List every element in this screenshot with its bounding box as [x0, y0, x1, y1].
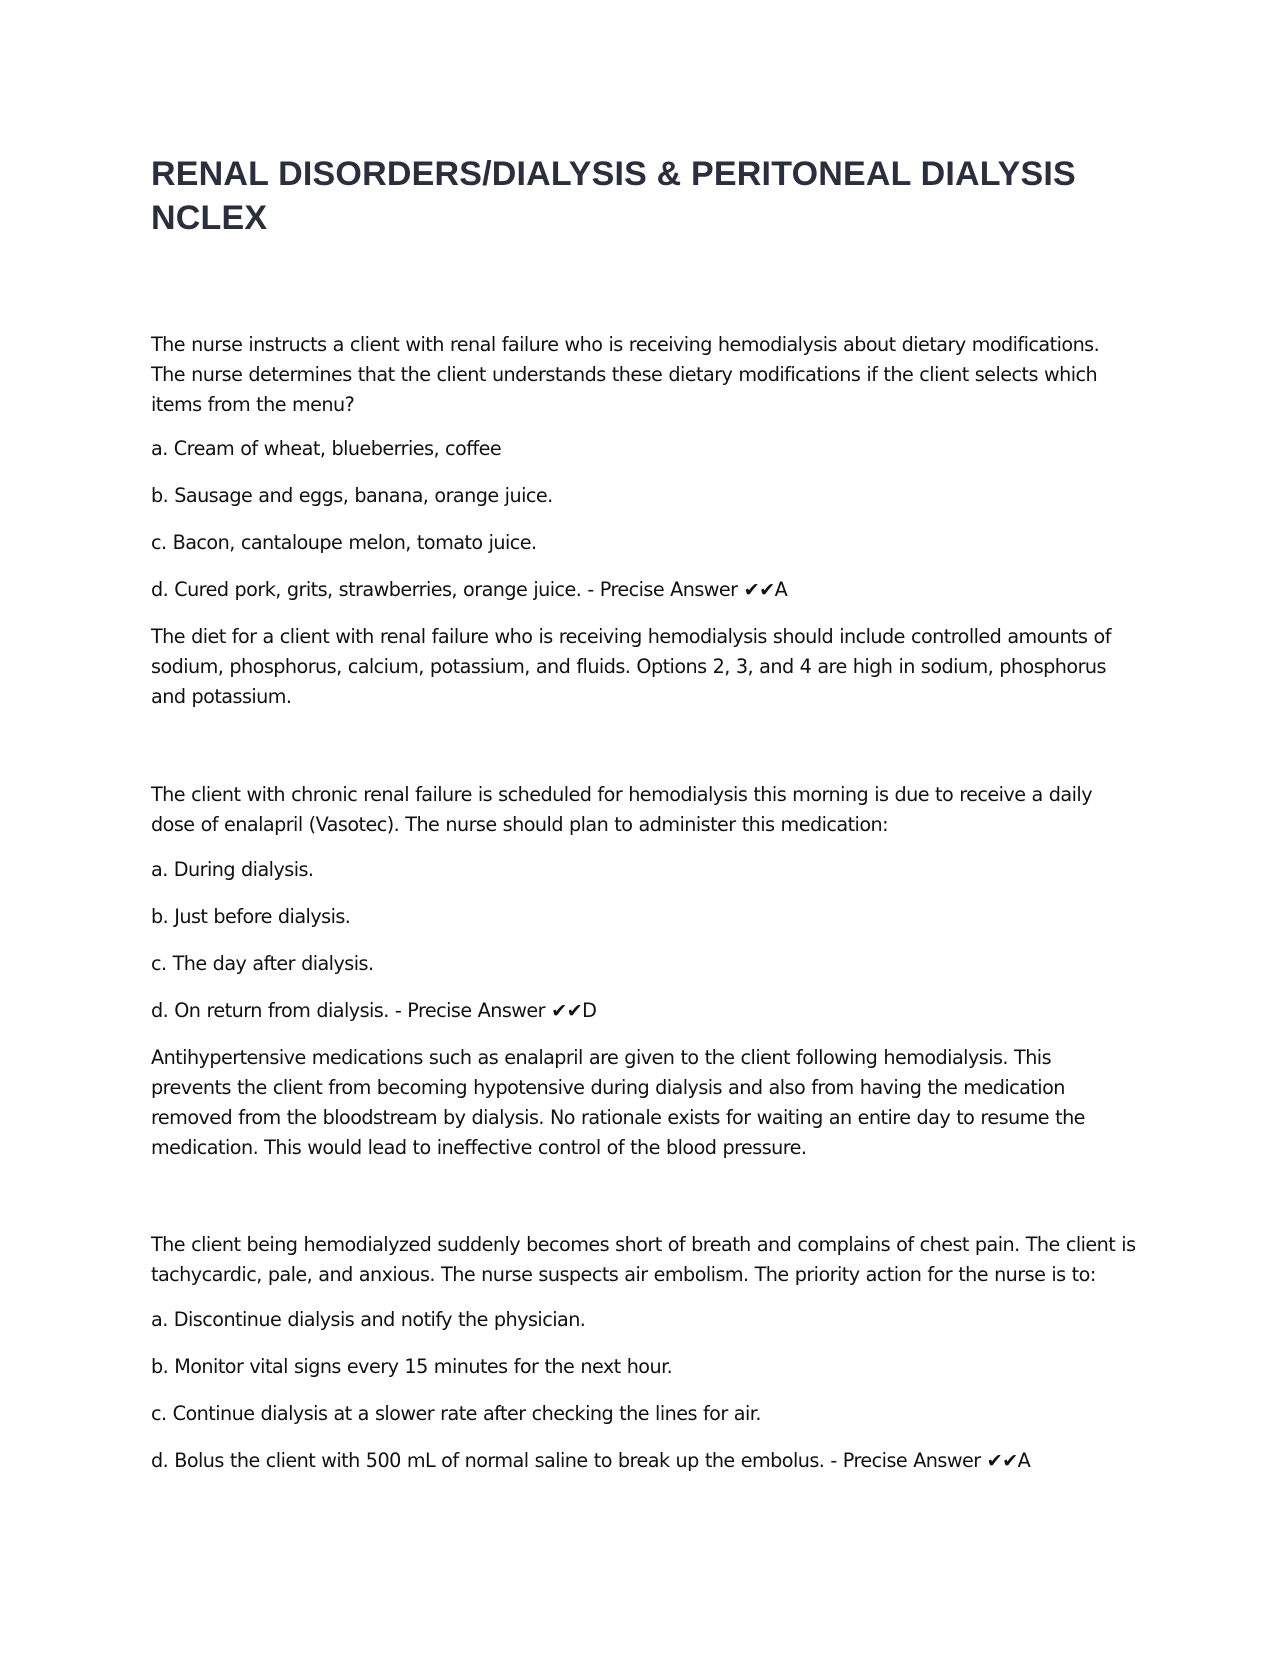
question-2-option-c: c. The day after dialysis. [151, 952, 374, 975]
question-2-option-a: a. During dialysis. [151, 858, 314, 881]
question-1-option-b: b. Sausage and eggs, banana, orange juice. [151, 484, 553, 507]
question-3-option-d: d. Bolus the client with 500 mL of normal saline to break up the embolus. - Precise Answer ✔✔A [151, 1449, 1031, 1472]
document-title: RENAL DISORDERS/DIALYSIS & PERITONEAL DIALYSIS NCLEX [151, 155, 1076, 237]
question-3-option-a: a. Discontinue dialysis and notify the physician. [151, 1308, 586, 1331]
question-3-option-c: c. Continue dialysis at a slower rate after checking the lines for air. [151, 1402, 761, 1425]
question-3-stem: The client being hemodialyzed suddenly becomes short of breath and complains of chest pain. The client is tachycardic, pale, and anxious. The nurse suspects air embolism. The priority action for the nurse is to: [151, 1233, 1136, 1286]
question-2-rationale: Antihypertensive medications such as enalapril are given to the client following hemodialysis. This prevents the client from becoming hypotensive during dialysis and also from having the medication removed from the bloodstream by dialysis. No rationale exists for waiting an entire day to resume the medication. This would lead to ineffective control of the blood pressure. [151, 1046, 1085, 1159]
question-1-option-a: a. Cream of wheat, blueberries, coffee [151, 437, 502, 460]
question-2-stem: The client with chronic renal failure is scheduled for hemodialysis this morning is due to receive a daily dose of enalapril (Vasotec). The nurse should plan to administer this medication: [151, 783, 1093, 836]
question-1-option-d: d. Cured pork, grits, strawberries, orange juice. - Precise Answer ✔✔A [151, 578, 788, 601]
question-1-option-c: c. Bacon, cantaloupe melon, tomato juice. [151, 531, 537, 554]
question-3-option-b: b. Monitor vital signs every 15 minutes for the next hour. [151, 1355, 673, 1378]
question-2-option-d: d. On return from dialysis. - Precise Answer ✔✔D [151, 999, 597, 1022]
question-1-stem: The nurse instructs a client with renal failure who is receiving hemodialysis about dietary modifications. The nurse determines that the client understands these dietary modifications if the client selects which items from the menu? [151, 333, 1100, 416]
question-2-option-b: b. Just before dialysis. [151, 905, 351, 928]
question-1-rationale: The diet for a client with renal failure who is receiving hemodialysis should include controlled amounts of sodium, phosphorus, calcium, potassium, and fluids. Options 2, 3, and 4 are high in sodium, phosphorus and potassium. [151, 625, 1111, 708]
